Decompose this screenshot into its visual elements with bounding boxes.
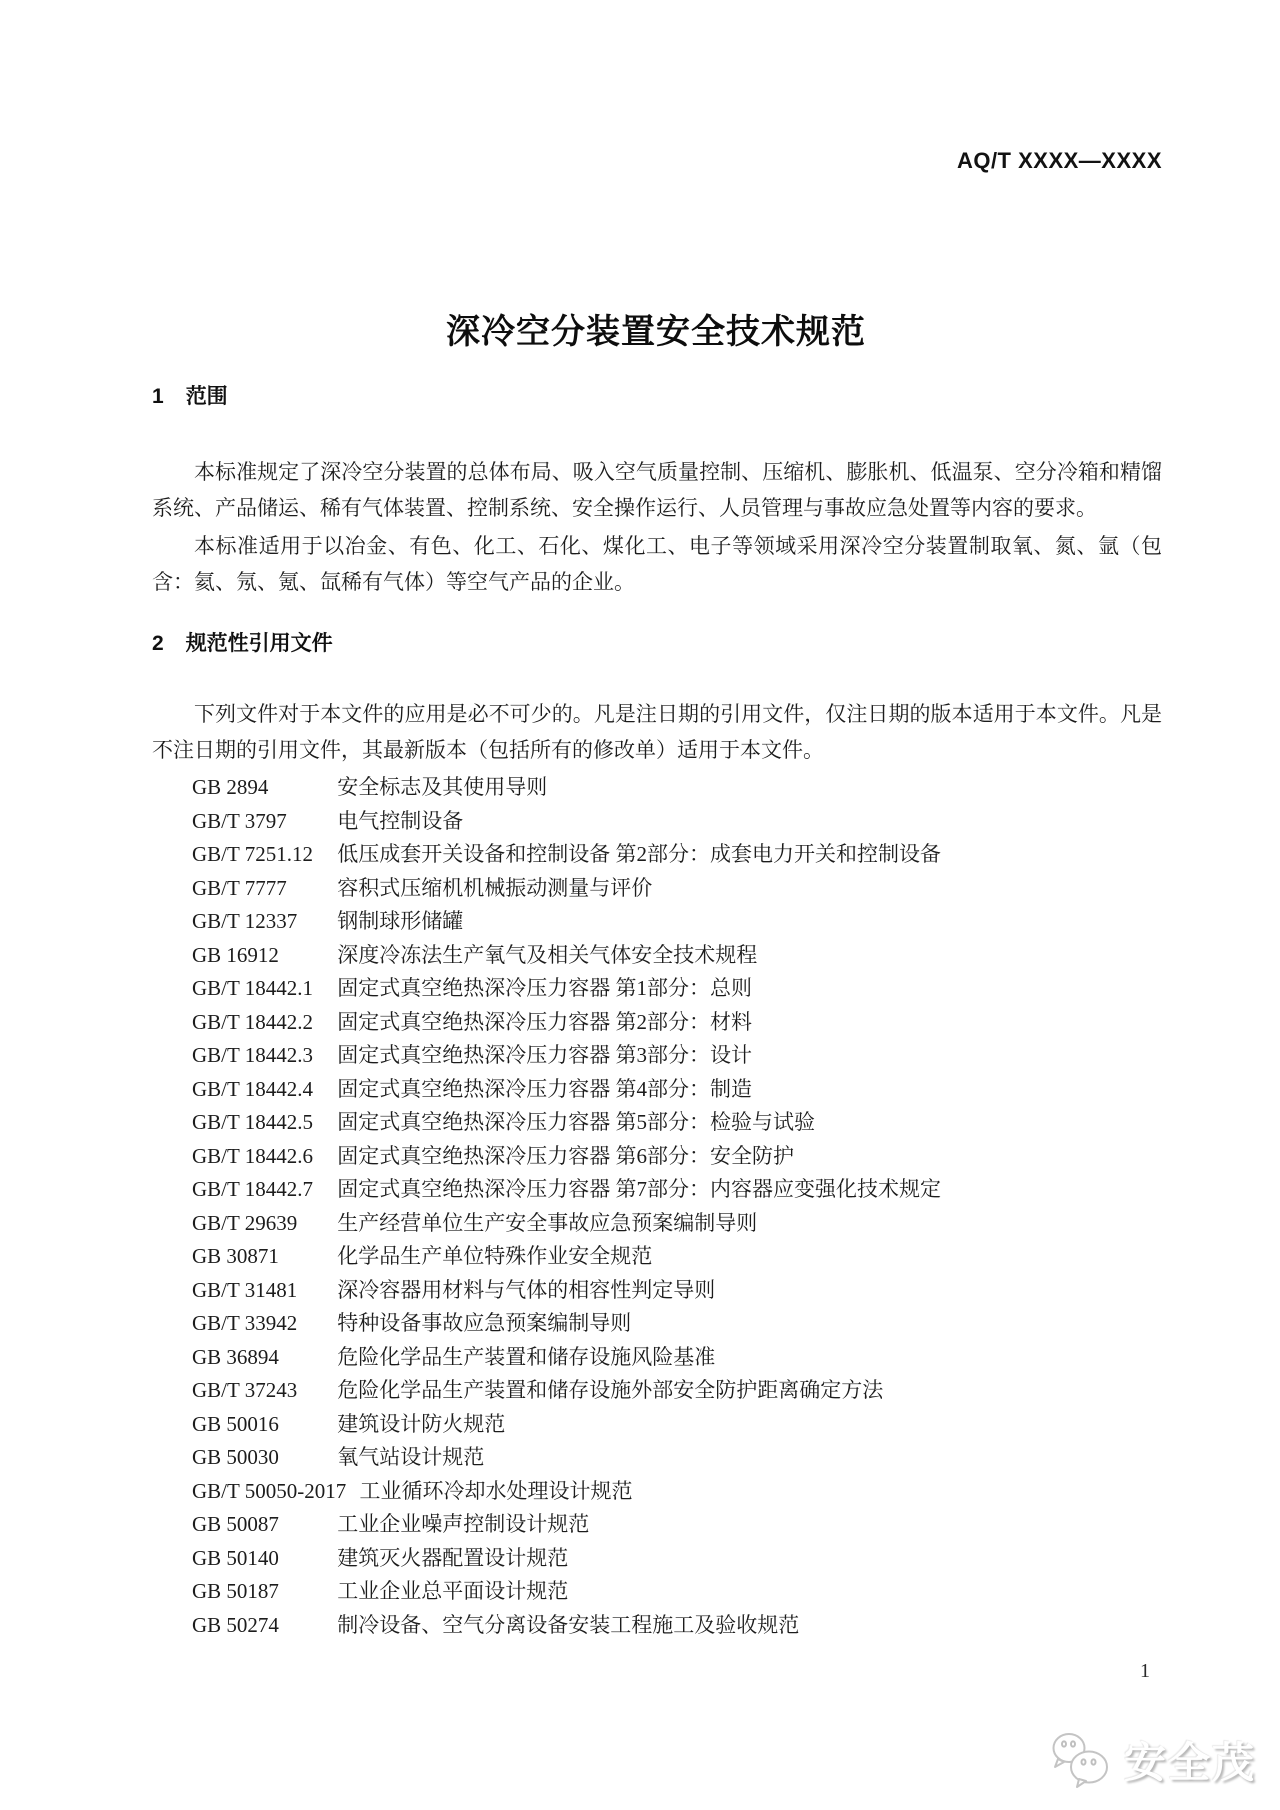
reference-title: 固定式真空绝热深冷压力容器 第1部分：总则 xyxy=(337,976,752,1000)
reference-title: 固定式真空绝热深冷压力容器 第2部分：材料 xyxy=(337,1009,752,1034)
reference-item xyxy=(192,1039,1162,1073)
reference-title: 安全标志及其使用导则 xyxy=(337,775,548,799)
reference-title: 工业企业噪声控制设计规范 xyxy=(337,1512,590,1536)
section-2-intro-paragraph: 下列文件对于本文件的应用是必不可少的。凡是注日期的引用文件，仅注日期的版本适用于本文件。凡是不注日期的引用文件，其最新版本（包括所有的修改单）适用于本文件。 xyxy=(152,702,1162,762)
reference-title: 固定式真空绝热深冷压力容器 第6部分：安全防护 xyxy=(337,1143,794,1168)
reference-title: 危险化学品生产装置和储存设施外部安全防护距离确定方法 xyxy=(337,1378,884,1402)
reference-item xyxy=(192,1542,1162,1576)
reference-title: 深冷容器用材料与气体的相容性判定导则 xyxy=(337,1277,716,1302)
reference-code: GB/T 12337 xyxy=(192,909,298,933)
reference-item xyxy=(192,905,1162,939)
reference-title: 工业企业总平面设计规范 xyxy=(337,1579,569,1603)
reference-code: GB/T 31481 xyxy=(192,1277,298,1302)
document-body xyxy=(152,384,1162,1642)
reference-title: 制冷设备、空气分离设备安装工程施工及验收规范 xyxy=(337,1612,800,1637)
reference-item xyxy=(192,972,1162,1006)
reference-title: 容积式压缩机机械振动测量与评价 xyxy=(337,875,653,900)
reference-item xyxy=(192,771,1162,805)
page-number: 1 xyxy=(1140,1660,1150,1682)
reference-item xyxy=(192,1006,1162,1040)
reference-code: GB 36894 xyxy=(192,1344,279,1369)
reference-code: GB 50016 xyxy=(192,1411,279,1436)
reference-title: 低压成套开关设备和控制设备 第2部分：成套电力开关和控制设备 xyxy=(337,842,941,866)
reference-title: 特种设备事故应急预案编制导则 xyxy=(337,1311,632,1335)
reference-item xyxy=(192,1207,1162,1241)
section-2-label: 规范性引用文件 xyxy=(185,632,333,655)
reference-item xyxy=(192,1240,1162,1274)
reference-code: GB/T 18442.6 xyxy=(192,1143,313,1168)
reference-code: GB/T 50050-2017 xyxy=(192,1478,347,1503)
reference-item xyxy=(192,1441,1162,1475)
standard-code: AQ/T XXXX—XXXX xyxy=(956,148,1162,173)
section-1-paragraph-1: 本标准规定了深冷空分装置的总体布局、吸入空气质量控制、压缩机、膨胀机、低温泵、空分冷箱和精馏系统、产品储运、稀有气体装置、控制系统、安全操作运行、人员管理与事故应急处置等内容的要求。 xyxy=(152,460,1162,520)
reference-item xyxy=(192,1475,1162,1509)
reference-title: 固定式真空绝热深冷压力容器 第7部分：内容器应变强化技术规定 xyxy=(337,1177,941,1201)
reference-title: 建筑灭火器配置设计规范 xyxy=(337,1545,569,1570)
reference-code: GB 50187 xyxy=(192,1579,279,1603)
watermark-text: 安全茂 xyxy=(1123,1739,1256,1786)
references-list xyxy=(152,771,1162,1642)
reference-title: 固定式真空绝热深冷压力容器 第5部分：检验与试验 xyxy=(337,1110,815,1134)
reference-item xyxy=(192,1341,1162,1375)
reference-code: GB 16912 xyxy=(192,942,279,967)
reference-code: GB/T 7777 xyxy=(192,875,287,900)
section-1-label: 范围 xyxy=(185,385,228,408)
reference-item xyxy=(192,872,1162,906)
chat-bubbles-icon xyxy=(1048,1731,1114,1789)
reference-item xyxy=(192,1575,1162,1609)
reference-item xyxy=(192,1106,1162,1140)
reference-title: 固定式真空绝热深冷压力容器 第3部分：设计 xyxy=(337,1043,752,1067)
reference-code: GB/T 18442.5 xyxy=(192,1110,313,1134)
reference-item xyxy=(192,939,1162,973)
reference-code: GB/T 33942 xyxy=(192,1311,298,1335)
reference-code: GB/T 3797 xyxy=(192,808,287,833)
reference-code: GB/T 18442.4 xyxy=(192,1076,313,1101)
reference-title: 工业循环冷却水处理设计规范 xyxy=(359,1478,633,1503)
document-title: 深冷空分装置安全技术规范 xyxy=(446,312,866,351)
reference-item xyxy=(192,1374,1162,1408)
reference-item xyxy=(192,838,1162,872)
reference-code: GB/T 7251.12 xyxy=(192,842,313,866)
section-1-number: 1 xyxy=(152,385,164,408)
reference-title: 氧气站设计规范 xyxy=(337,1445,485,1469)
section-2-number: 2 xyxy=(152,632,164,655)
reference-code: GB/T 18442.3 xyxy=(192,1043,313,1067)
reference-code: GB 50274 xyxy=(192,1612,279,1637)
reference-code: GB/T 18442.7 xyxy=(192,1177,313,1201)
reference-title: 电气控制设备 xyxy=(337,808,464,833)
reference-item xyxy=(192,1274,1162,1308)
reference-item xyxy=(192,1609,1162,1643)
reference-item xyxy=(192,1073,1162,1107)
reference-code: GB/T 29639 xyxy=(192,1210,298,1235)
reference-title: 化学品生产单位特殊作业安全规范 xyxy=(337,1244,653,1268)
section-1-heading xyxy=(152,384,1162,410)
reference-title: 固定式真空绝热深冷压力容器 第4部分：制造 xyxy=(337,1076,752,1101)
reference-title: 生产经营单位生产安全事故应急预案编制导则 xyxy=(337,1210,758,1235)
reference-code: GB 50030 xyxy=(192,1445,279,1469)
reference-code: GB 50140 xyxy=(192,1545,279,1570)
reference-title: 危险化学品生产装置和储存设施风险基准 xyxy=(337,1344,716,1369)
reference-code: GB 50087 xyxy=(192,1512,279,1536)
reference-title: 建筑设计防火规范 xyxy=(337,1411,506,1436)
reference-title: 钢制球形储罐 xyxy=(337,909,464,933)
reference-item xyxy=(192,1307,1162,1341)
reference-item xyxy=(192,1508,1162,1542)
section-2-heading xyxy=(152,631,1162,657)
section-1-paragraph-2: 本标准适用于以冶金、有色、化工、石化、煤化工、电子等领域采用深冷空分装置制取氧、氮、氩（包含：氦、氖、氪、氙稀有气体）等空气产品的企业。 xyxy=(152,534,1162,594)
reference-item xyxy=(192,1173,1162,1207)
reference-item xyxy=(192,1140,1162,1174)
reference-code: GB 30871 xyxy=(192,1244,279,1268)
watermark xyxy=(1048,1730,1256,1790)
reference-code: GB/T 18442.2 xyxy=(192,1009,313,1034)
reference-item xyxy=(192,805,1162,839)
reference-code: GB 2894 xyxy=(192,775,269,799)
reference-title: 深度冷冻法生产氧气及相关气体安全技术规程 xyxy=(337,942,758,967)
reference-item xyxy=(192,1408,1162,1442)
reference-code: GB/T 18442.1 xyxy=(192,976,313,1000)
reference-code: GB/T 37243 xyxy=(192,1378,298,1402)
